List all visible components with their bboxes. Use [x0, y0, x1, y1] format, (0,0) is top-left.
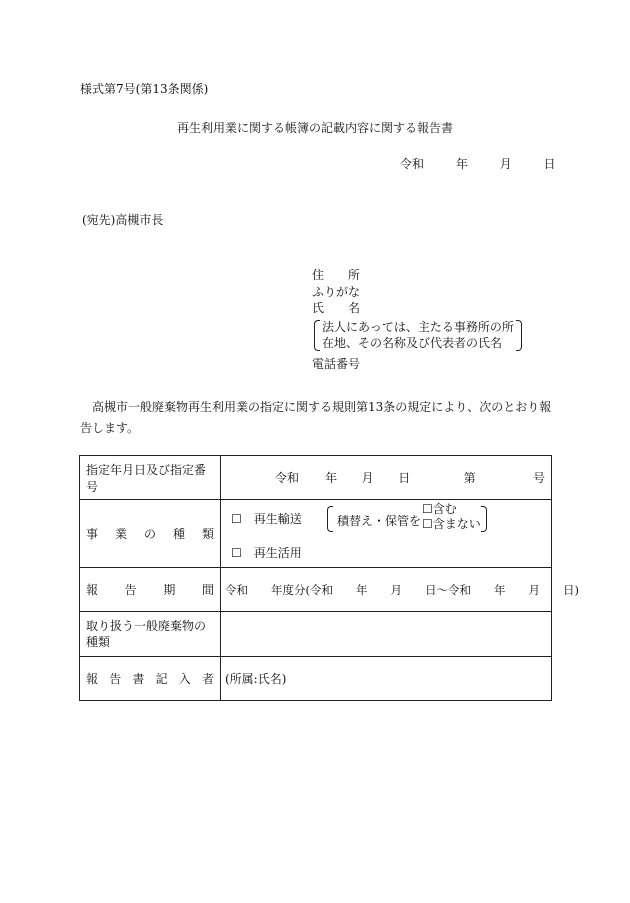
- designation-number-suffix: 号: [532, 471, 545, 485]
- body-text: 高槻市一般廃棄物再生利用業の指定に関する規則第13条の規定により、次のとおり報告します。: [80, 400, 552, 435]
- designation-day: 日: [398, 471, 411, 485]
- designation-label: 指定年月日及び指定番号: [80, 456, 221, 500]
- designation-era: 令和: [275, 471, 300, 485]
- name-label: 氏 名: [312, 301, 361, 315]
- table-row-author: [80, 657, 552, 701]
- option-include[interactable]: ☐含む: [422, 502, 457, 516]
- date-era: 令和: [400, 157, 425, 171]
- designation-year: 年: [325, 471, 338, 485]
- corporate-note-line2: 在地、その名称及び代表者の氏名: [322, 336, 503, 350]
- table-row-period: [80, 568, 552, 612]
- table-row-business-type: [80, 500, 552, 568]
- report-date: [400, 157, 556, 171]
- table-row-designation: [80, 456, 552, 500]
- designation-value[interactable]: [221, 456, 552, 500]
- corporate-note-line1: 法人にあっては、主たる事務所の所: [322, 319, 514, 334]
- form-number: 様式第7号(第13条関係): [80, 82, 209, 96]
- table-row-waste-type: [80, 612, 552, 657]
- report-table: [79, 455, 579, 701]
- designation-number-prefix: 第: [463, 471, 476, 485]
- reporter-block: [312, 267, 524, 372]
- author-label: 報 告 書 記 入 者: [80, 657, 221, 701]
- address-label: 住 所: [312, 268, 361, 282]
- transfer-storage-bracket: [327, 502, 487, 532]
- option-exclude[interactable]: ☐含まない: [422, 517, 481, 531]
- period-label: 報 告 期 間: [80, 568, 221, 612]
- addressee: (宛先)高槻市長: [82, 213, 164, 227]
- designation-month: 月: [361, 471, 374, 485]
- business-type-value: [221, 500, 552, 568]
- option-recycle-transport[interactable]: ☐ 再生輸送: [231, 512, 302, 526]
- waste-type-label: 取り扱う一般廃棄物の種類: [80, 612, 221, 657]
- furigana-label: ふりがな: [312, 284, 361, 299]
- transfer-storage-label: 積替え・保管を: [337, 514, 422, 528]
- period-value[interactable]: 令和 年度分(令和 年 月 日〜令和 年 月 日): [221, 568, 552, 612]
- document-title: 再生利用業に関する帳簿の記載内容に関する報告書: [176, 121, 453, 135]
- date-day: 日: [543, 157, 556, 171]
- phone-label: 電話番号: [312, 356, 361, 371]
- author-value[interactable]: (所属:氏名): [221, 657, 552, 701]
- option-recycle-use[interactable]: ☐ 再生活用: [231, 546, 302, 560]
- business-type-label: 事 業 の 種 類: [80, 500, 221, 568]
- corporate-note: [312, 319, 524, 352]
- date-year: 年: [455, 157, 468, 171]
- waste-type-value[interactable]: [221, 612, 552, 657]
- date-month: 月: [499, 157, 512, 171]
